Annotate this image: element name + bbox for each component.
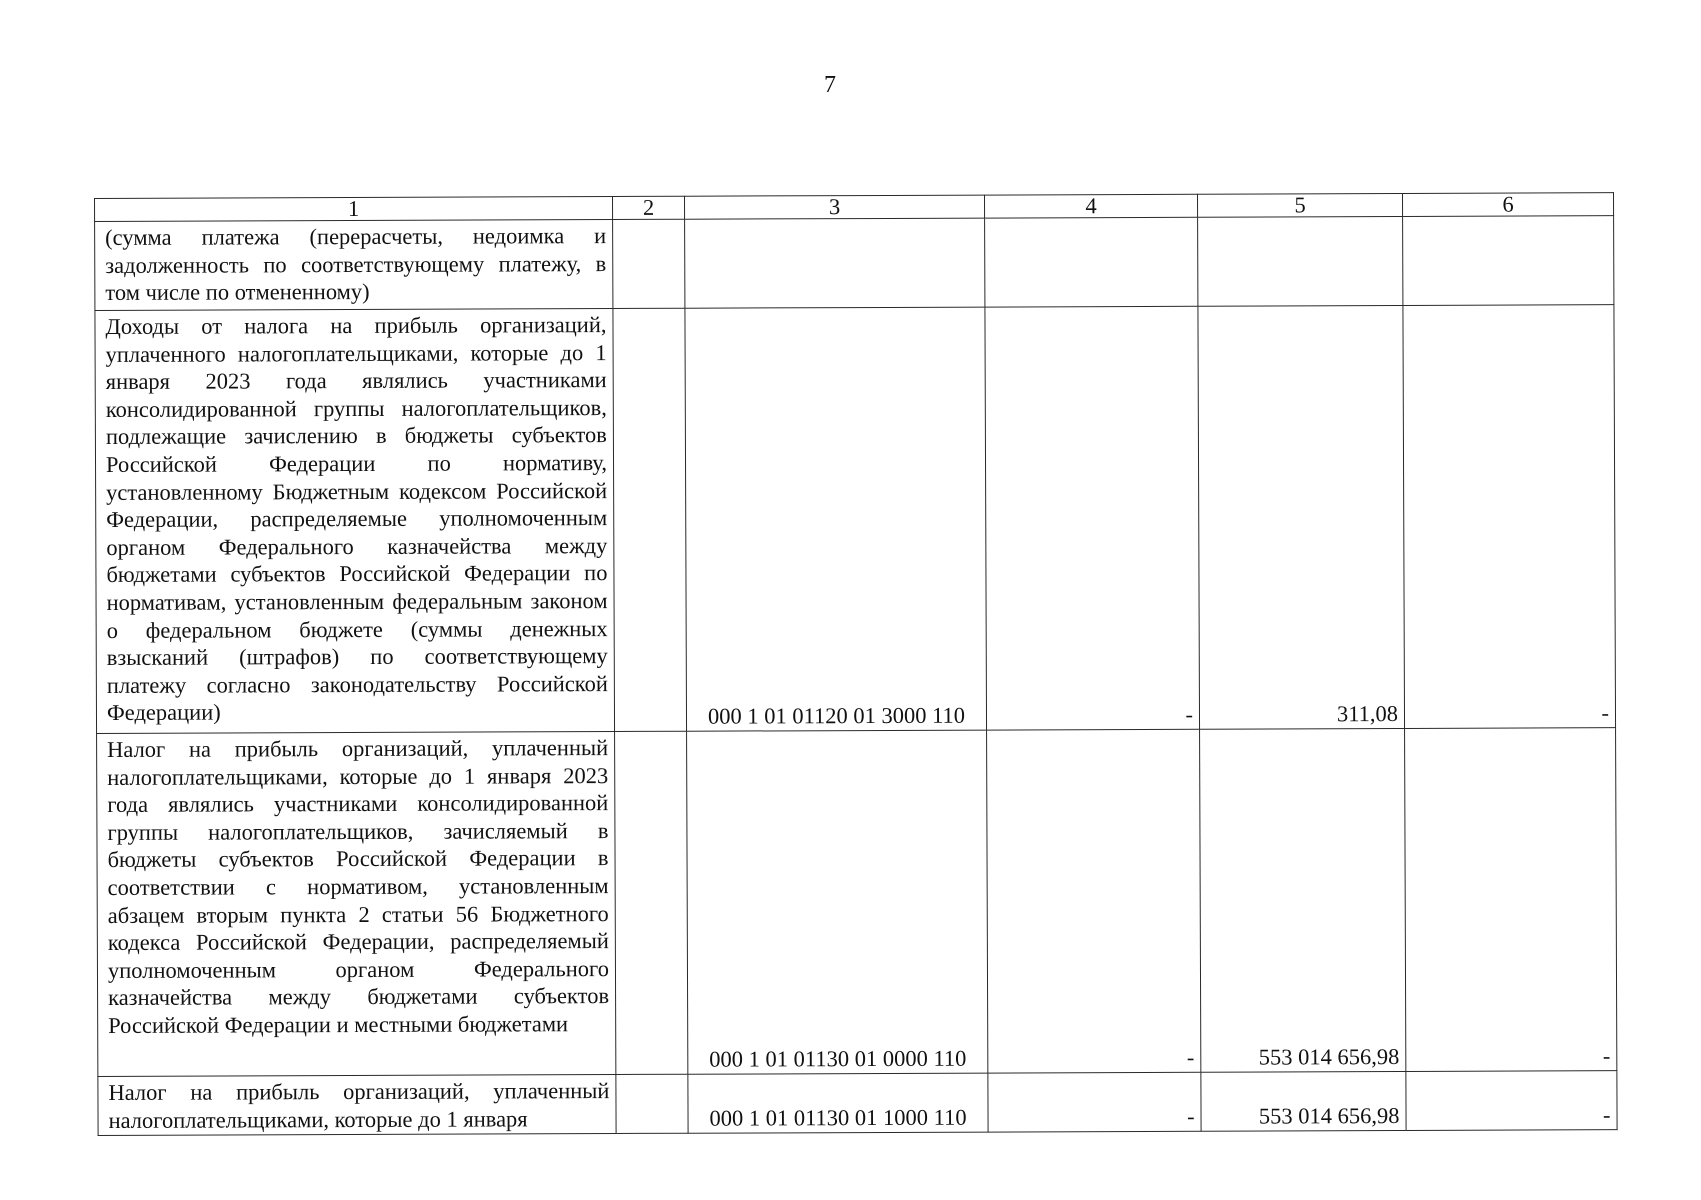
column-header-5: 5 — [1197, 193, 1402, 217]
row-description: Налог на прибыль организаций, уплаченный налогоплательщиками, которые до 1 января — [98, 1075, 616, 1136]
row-col4: - — [987, 729, 1201, 1073]
table-row — [98, 1071, 1617, 1136]
row-col2 — [616, 1074, 688, 1133]
row-description: (сумма платежа (перерасчеты, недоимка и задолженность по соответствующему платежу, в том числе по отмененному) — [95, 220, 613, 311]
row-code: 000 1 01 01130 01 0000 110 — [687, 730, 988, 1074]
column-header-6: 6 — [1402, 193, 1613, 217]
row-col6 — [1403, 216, 1614, 306]
row-col5: 553 014 656,98 — [1201, 1071, 1406, 1131]
row-col6: - — [1403, 305, 1616, 729]
row-col5 — [1198, 216, 1403, 306]
page-number: 7 — [824, 72, 836, 98]
column-header-1: 1 — [95, 197, 613, 222]
table-row — [97, 728, 1617, 1077]
row-col6: - — [1406, 1071, 1617, 1131]
row-description: Доходы от налога на прибыль организаций, уплаченного налогоплательщиками, которые до 1 января 2023 года являлись участниками консолидированной группы налогоплательщиков, подлежащие зачислению в бюджеты субъектов Российской Федерации по нормативу, установленному Бюджетным кодексом Российской Федерации, распределяемые уполномоченным органом Федерального казначейства между бюджетами субъектов Российской Федерации по нормативам, установленным федеральным законом о федеральном бюджете (суммы денежных взысканий (штрафов) по соответствующему платежу согласно законодательству Российской Федерации) — [95, 309, 615, 734]
revenue-table — [94, 192, 1618, 1136]
row-col4: - — [988, 1072, 1201, 1132]
row-col2 — [613, 219, 685, 308]
row-col5: 311,08 — [1198, 305, 1405, 729]
column-header-4: 4 — [984, 194, 1197, 218]
row-description: Налог на прибыль организаций, уплаченный налогоплательщиками, которые до 1 января 2023 года являлись участниками консолидированной группы налогоплательщиков, зачисляемый в бюджеты субъектов Российской Федерации в соответствии с нормативом, установленным абзацем вторым пункта 2 статьи 56 Бюджетного кодекса Российской Федерации, распределяемый уполномоченным органом Федерального казначейства между бюджетами субъектов Российской Федерации и местными бюджетами — [97, 732, 616, 1077]
table-row — [95, 216, 1614, 311]
row-code: 000 1 01 01120 01 3000 110 — [685, 307, 987, 731]
row-col5: 553 014 656,98 — [1200, 728, 1406, 1072]
row-code — [685, 218, 985, 308]
row-col4: - — [985, 306, 1200, 730]
row-col2 — [615, 731, 688, 1074]
row-col6: - — [1405, 728, 1617, 1072]
row-col2 — [613, 308, 687, 731]
column-header-2: 2 — [612, 196, 684, 219]
column-header-3: 3 — [684, 195, 984, 219]
row-code: 000 1 01 01130 01 1000 110 — [688, 1073, 988, 1133]
row-col4 — [985, 217, 1198, 307]
table-row — [95, 305, 1616, 734]
